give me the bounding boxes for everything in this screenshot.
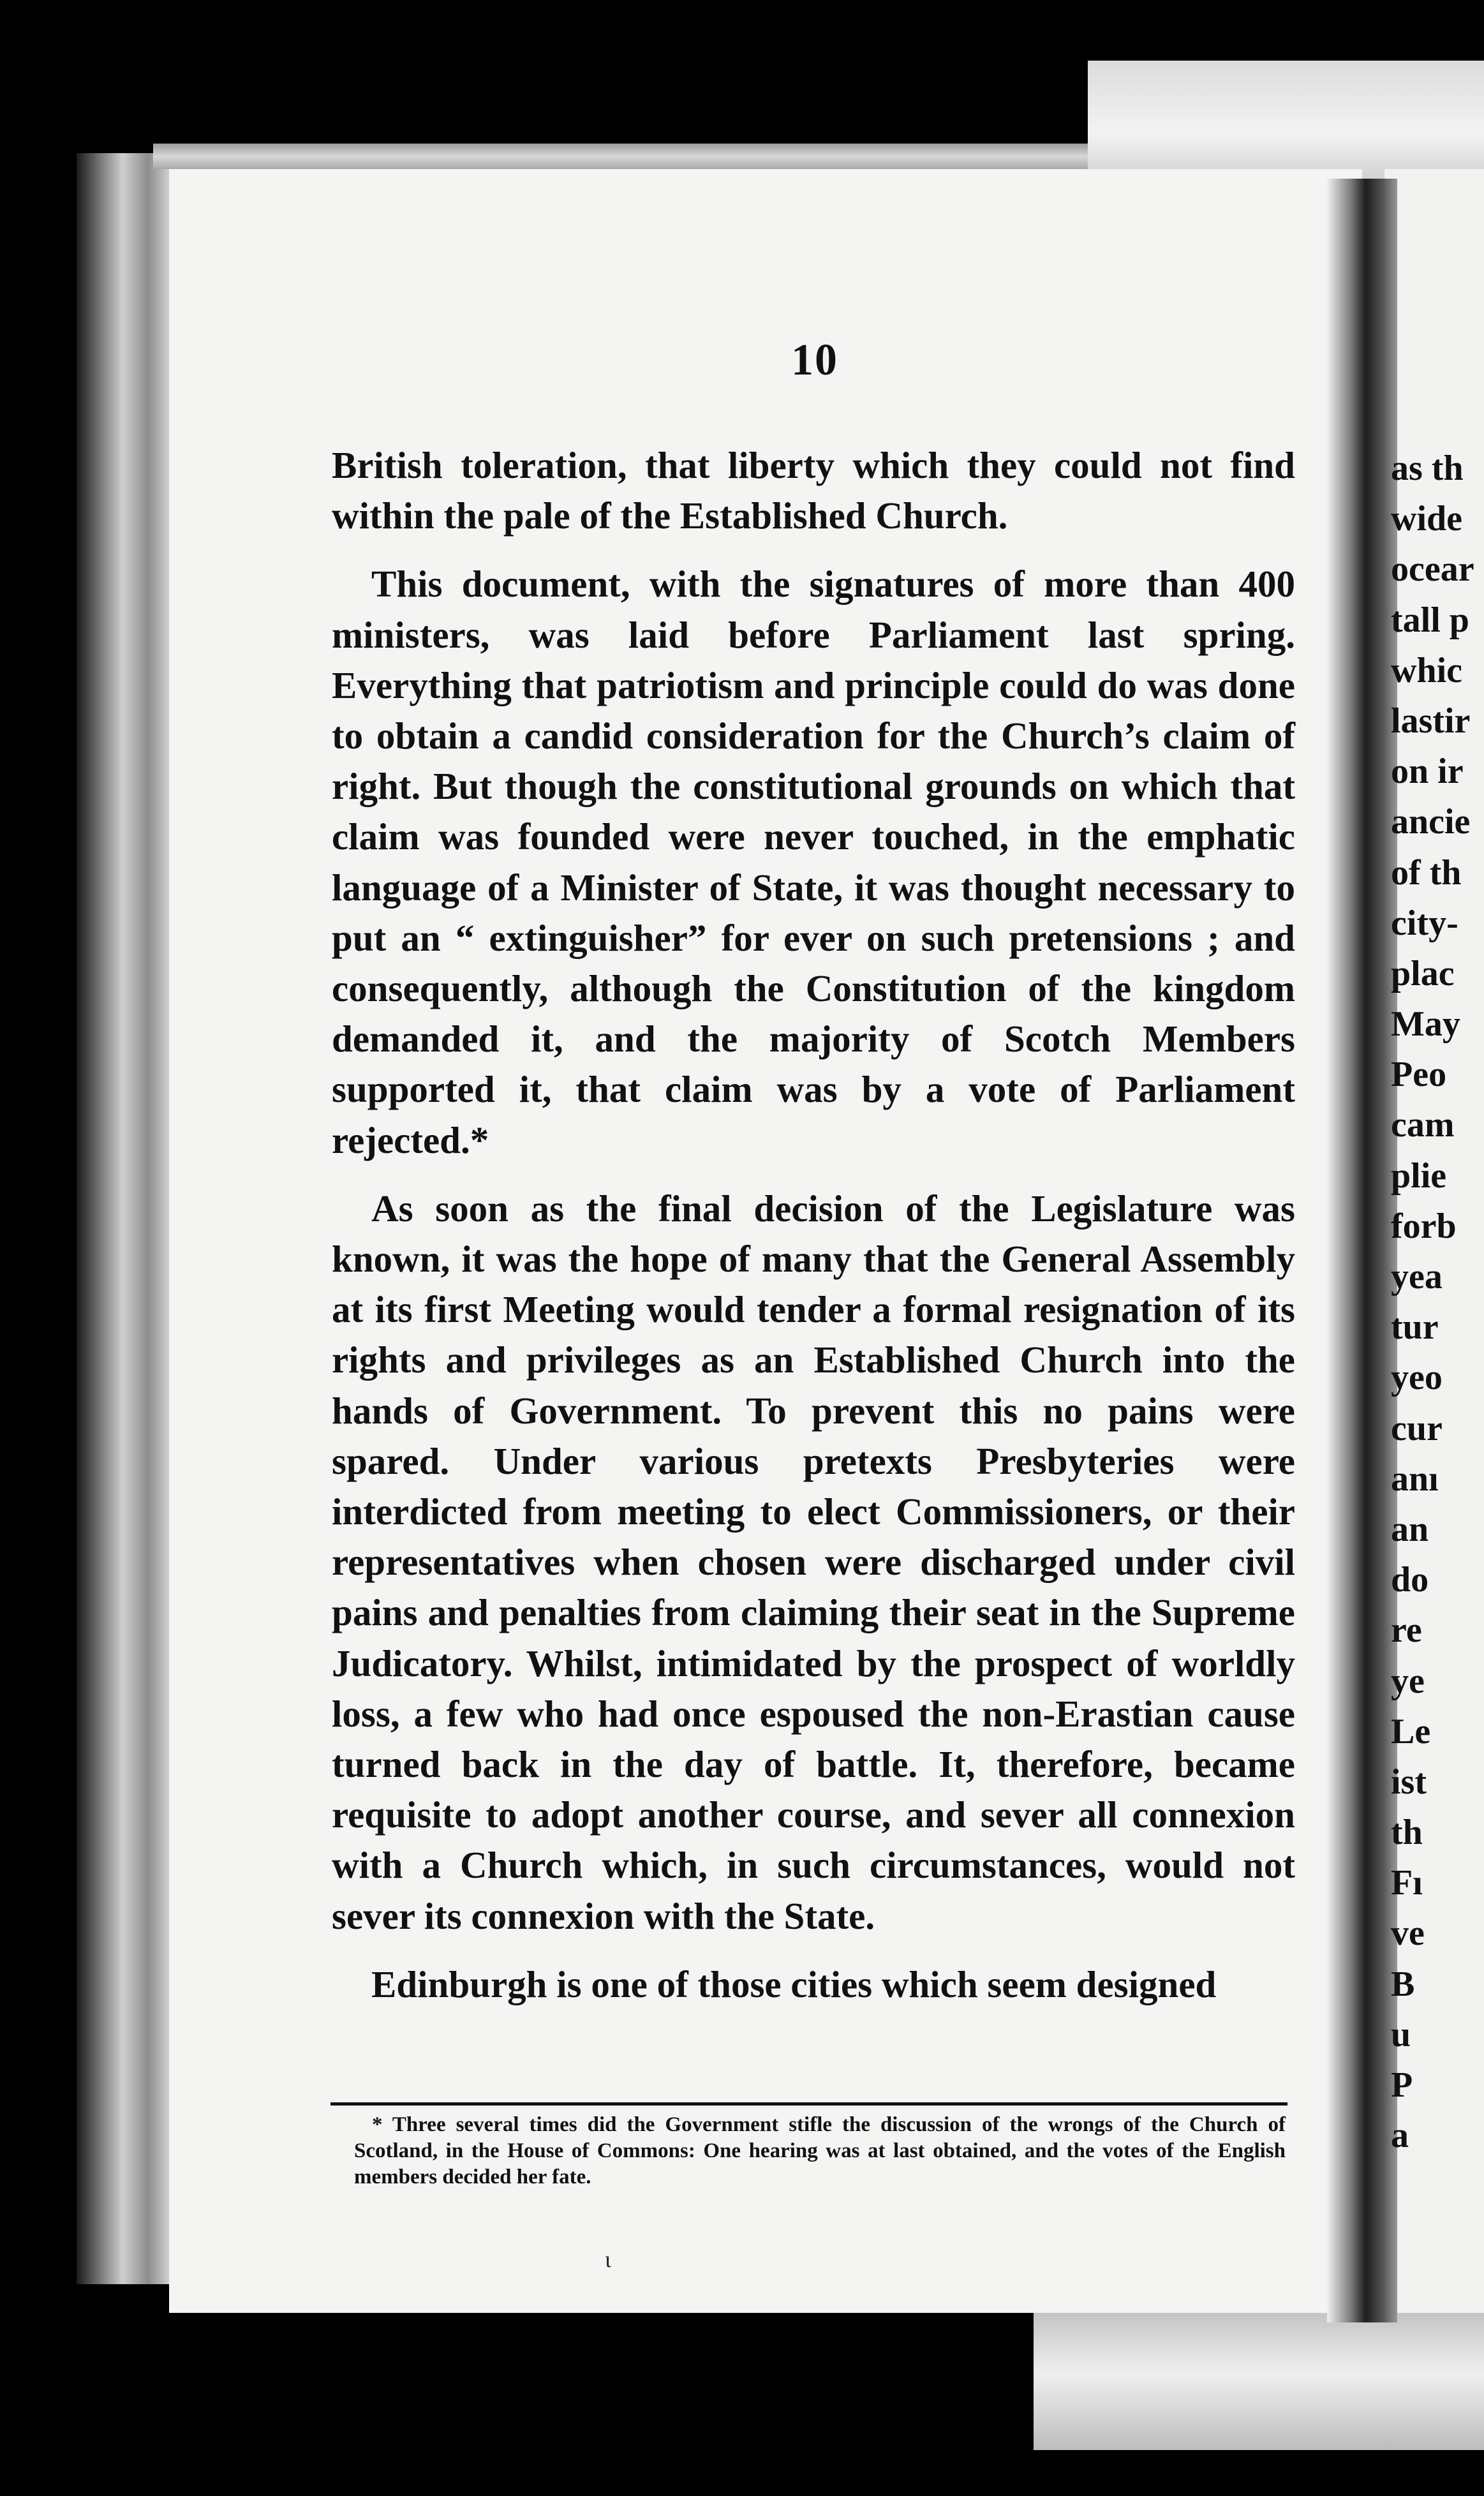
footnote: * Three several times did the Government stifle the discussion of the wrongs of the Church of Scotland, in the House of Commons: One hearing was at last obtained, and the votes of the English members decided her fate. [354,2113,1286,2188]
body-text [332,440,1295,2010]
page-number: 10 [791,336,838,385]
next-page-line: ve [1391,1913,1425,1954]
next-page-line: th [1391,1813,1423,1853]
next-page-line: B [1391,1964,1415,2004]
paragraph-1: British toleration, that liberty which they could not find within the pale of the Established Church. [332,444,1295,537]
next-page-line: u [1391,2014,1411,2054]
next-page-line: do [1391,1560,1429,1600]
next-page-line: May [1391,1004,1460,1044]
paragraph-2: This document, with the signatures of more than 400 ministers, was laid before Parliament last spring. Everything that patriotism and principle could do was done to obtain a candid consideration for the Church’s claim of right. But though the constitutional grounds on which that claim was founded were never touched, in the emphatic language of a Minister of State, it was thought necessary to put an “ extinguisher” for ever on such pretensions ; and consequently, although the Constitution of the kingdom demanded it, and the majority of Scotch Members supported it, that claim was by a vote of Parliament rejected.* [332,563,1295,1161]
next-page-line: wide [1391,499,1462,539]
next-page-bottom-corner [1034,2297,1484,2450]
next-page-line: as th [1391,449,1464,488]
next-page-line: a [1391,2116,1409,2156]
next-page-line: Peo [1391,1055,1447,1095]
next-page-line: lastir [1391,701,1471,741]
bottom-mark: ι [605,2247,611,2272]
next-page-line: whic [1391,650,1462,690]
book-left-edge [77,153,179,2284]
paragraph-3: As soon as the final decision of the Legislature was known, it was the hope of many that the General Assembly at its first Meeting would tender a formal resignation of its rights and privileges as an Established Church into the hands of Government. To prevent this no pains were spared. Under various pretexts Presbyteries were interdicted from meeting to elect Commissioners, or their representatives when chosen were discharged under civil pains and penalties from claiming their seat in the Supreme Judicatory. Whilst, intimidated by the prospect of worldly loss, a few who had once espoused the non-Erastian cause turned back in the day of battle. It, therefore, became requisite to adopt another course, and sever all connexion with a Church which, in such circumstances, would not sever its connexion with the State. [332,1187,1295,1937]
footnote-rule [330,2102,1287,2106]
next-page-line: plie [1391,1155,1447,1196]
next-page-line: ancie [1391,802,1471,842]
next-page-line: ocear [1391,549,1474,590]
next-page-line: anı [1391,1459,1439,1499]
next-page-line: tall p [1391,600,1469,640]
next-page-line: ist [1391,1762,1427,1802]
next-page-line: tur [1391,1307,1439,1348]
next-page-line: P [1391,2065,1413,2105]
next-page-line: re [1391,1610,1422,1651]
next-page-line: on ir [1391,752,1464,792]
next-page-line: ye [1391,1661,1425,1701]
next-page-line: city- [1391,903,1458,943]
next-page-line: yea [1391,1257,1443,1296]
next-page-line: forb [1391,1206,1457,1246]
next-page-line: of th [1391,852,1462,893]
next-page-line: cam [1391,1105,1455,1145]
next-page-line: Fı [1391,1863,1423,1903]
paragraph-4: Edinburgh is one of those cities which seem designed [371,1963,1217,2005]
next-page-line: plac [1391,953,1455,993]
next-page-line: cur [1391,1408,1443,1448]
next-page-top-corner [1088,61,1484,182]
next-page-text [1391,443,1480,2161]
next-page-line: yeo [1391,1358,1443,1398]
next-page-line: Le [1391,1711,1431,1751]
book-gutter [1327,179,1397,2322]
next-page-line: an [1391,1509,1429,1549]
